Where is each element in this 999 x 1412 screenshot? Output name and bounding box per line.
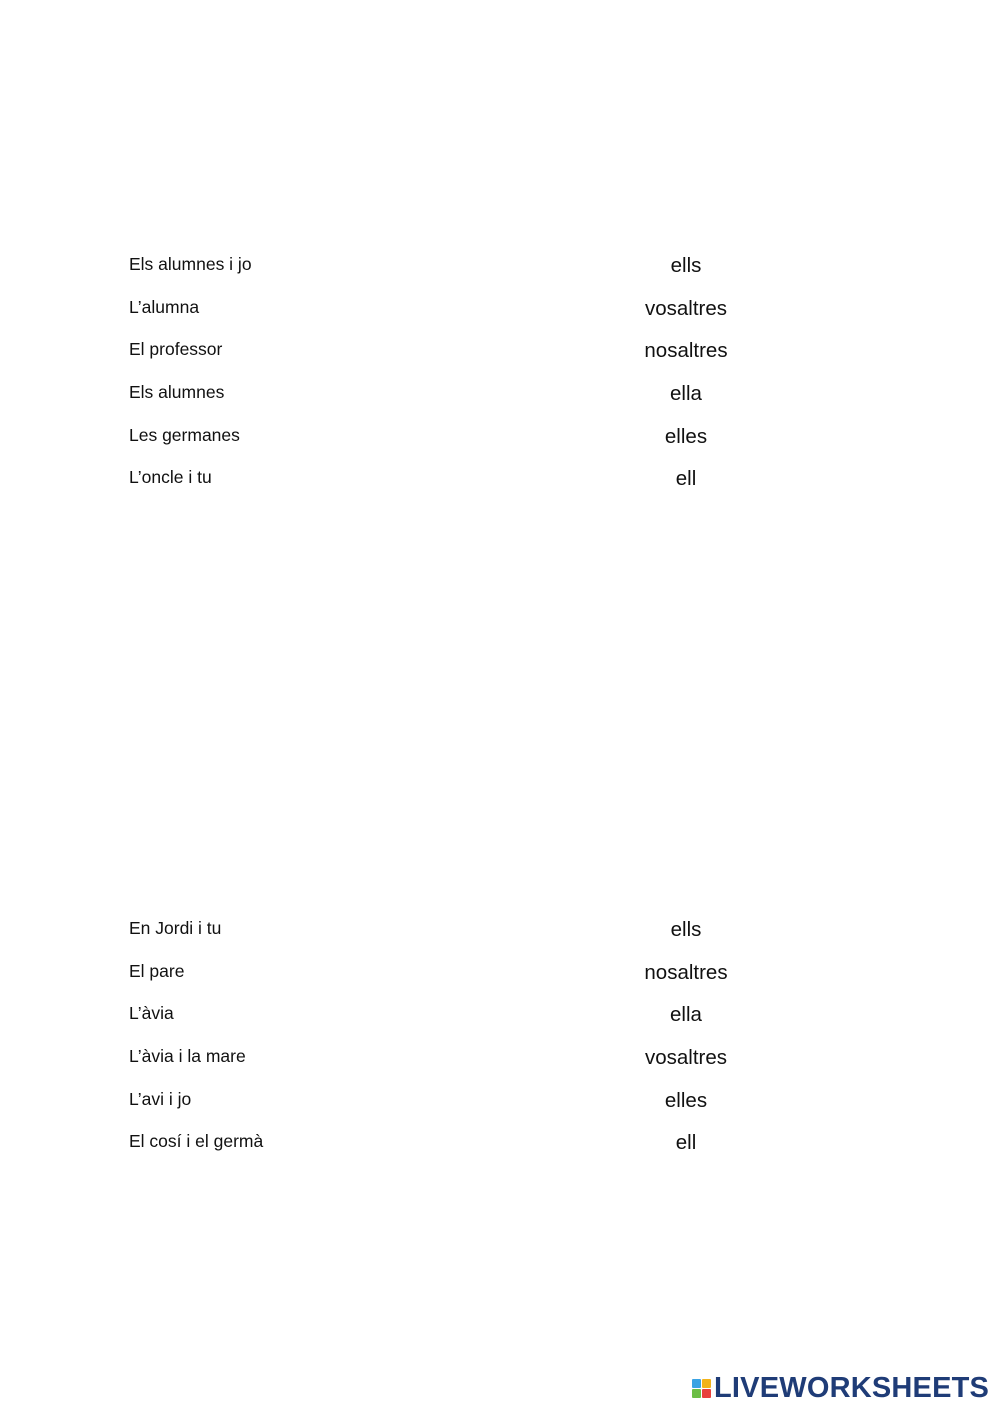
matching-section-2 [0, 912, 999, 1168]
subject-term[interactable]: El cosí i el germà [129, 1131, 264, 1152]
pronoun-term[interactable]: vosaltres [644, 1046, 728, 1070]
matching-row [0, 1083, 999, 1126]
matching-section-1 [0, 248, 999, 504]
subject-term[interactable]: El professor [129, 339, 223, 360]
pronoun-term[interactable]: nosaltres [644, 339, 728, 363]
matching-row [0, 291, 999, 334]
matching-row [0, 997, 999, 1040]
matching-row [0, 419, 999, 462]
subject-term[interactable]: L’oncle i tu [129, 467, 212, 488]
pronoun-term[interactable]: ells [670, 254, 702, 277]
pronoun-term[interactable]: ells [670, 918, 702, 941]
subject-term[interactable]: L’alumna [129, 296, 200, 317]
subject-term[interactable]: L’àvia i la mare [129, 1046, 246, 1067]
subject-term[interactable]: Els alumnes [129, 382, 225, 403]
pronoun-term[interactable]: elles [664, 424, 708, 448]
matching-row [0, 1040, 999, 1083]
matching-row [0, 333, 999, 376]
pronoun-term[interactable]: vosaltres [644, 296, 728, 320]
subject-term[interactable]: Les germanes [129, 424, 240, 445]
pronoun-term[interactable]: elles [664, 1088, 708, 1112]
matching-row [0, 912, 999, 955]
logo-text: LIVEWORKSHEETS [714, 1372, 990, 1404]
matching-row [0, 955, 999, 998]
liveworksheets-logo [692, 1374, 989, 1402]
subject-term[interactable]: L’àvia [129, 1003, 174, 1024]
subject-term[interactable]: El pare [129, 960, 185, 981]
subject-term[interactable]: Els alumnes i jo [129, 254, 252, 274]
pronoun-term[interactable]: ella [670, 1003, 702, 1027]
subject-term[interactable]: En Jordi i tu [129, 918, 222, 938]
pronoun-term[interactable]: ell [675, 1131, 697, 1155]
pronoun-term[interactable]: ell [675, 467, 697, 491]
liveworksheets-logo-icon [692, 1379, 711, 1398]
matching-row [0, 376, 999, 419]
pronoun-term[interactable]: ella [670, 382, 702, 406]
pronoun-term[interactable]: nosaltres [644, 960, 728, 984]
matching-row [0, 1125, 999, 1168]
subject-term[interactable]: L’avi i jo [129, 1088, 192, 1109]
matching-row [0, 461, 999, 504]
matching-row [0, 248, 999, 291]
